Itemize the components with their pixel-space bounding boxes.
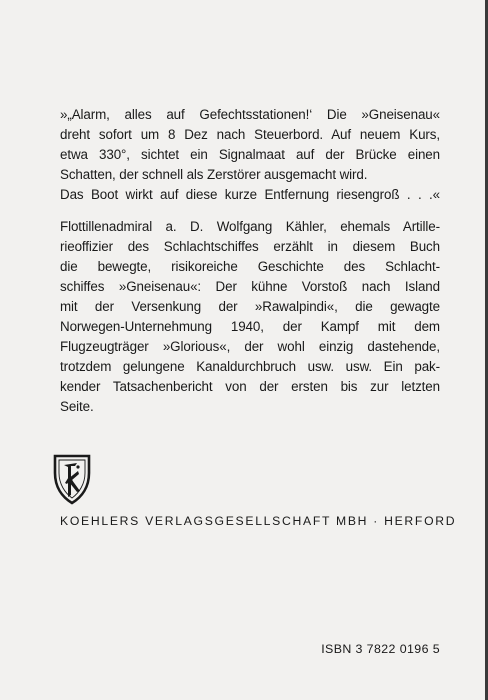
quote-line: »„Alarm, alles auf Gefechtsstationen!‘ Die »Gneisenau« (60, 107, 440, 122)
description-line: rieoffizier des Schlachtschiffes erzählt in diesem Buch (60, 239, 440, 254)
description-line: Flottillenadmiral a. D. Wolfgang Kähler, ehemals Artille- (60, 219, 440, 234)
koehler-shield-emblem-icon (50, 453, 94, 505)
isbn-number: ISBN 3 7822 0196 5 (321, 642, 440, 656)
quote-line: etwa 330°, sichtet ein Signalmaat auf der Brücke einen (60, 147, 440, 162)
quote-line: Schatten, der schnell als Zerstörer ausgemacht wird. (60, 167, 368, 182)
description-line: mit der Versenkung der »Rawalpindi«, die gewagte (60, 299, 440, 314)
quote-paragraph (60, 105, 440, 205)
description-line: schiffes »Gneisenau«: Der kühne Vorstoß nach Island (60, 279, 440, 294)
quote-line: dreht sofort um 8 Dez nach Steuerbord. Auf neuem Kurs, (60, 127, 440, 142)
description-line: die bewegte, risikoreiche Geschichte des Schlacht- (60, 259, 440, 274)
description-line: Flugzeugträger »Glorious«, der wohl einzig dastehende, (60, 339, 440, 354)
publisher-imprint: KOEHLERS VERLAGSGESELLSCHAFT MBH · HERFORD (60, 514, 457, 528)
description-line: Norwegen-Unternehmung 1940, der Kampf mit dem (60, 319, 440, 334)
description-line: trotzdem gelungene Kanaldurchbruch usw. usw. Ein pak- (60, 359, 440, 374)
description-line: Seite. (60, 399, 94, 414)
quote-line: Das Boot wirkt auf diese kurze Entfernung riesengroß . . .« (60, 187, 440, 202)
description-paragraph (60, 217, 440, 417)
description-line: kender Tatsachenbericht von der ersten bis zur letzten (60, 379, 440, 394)
